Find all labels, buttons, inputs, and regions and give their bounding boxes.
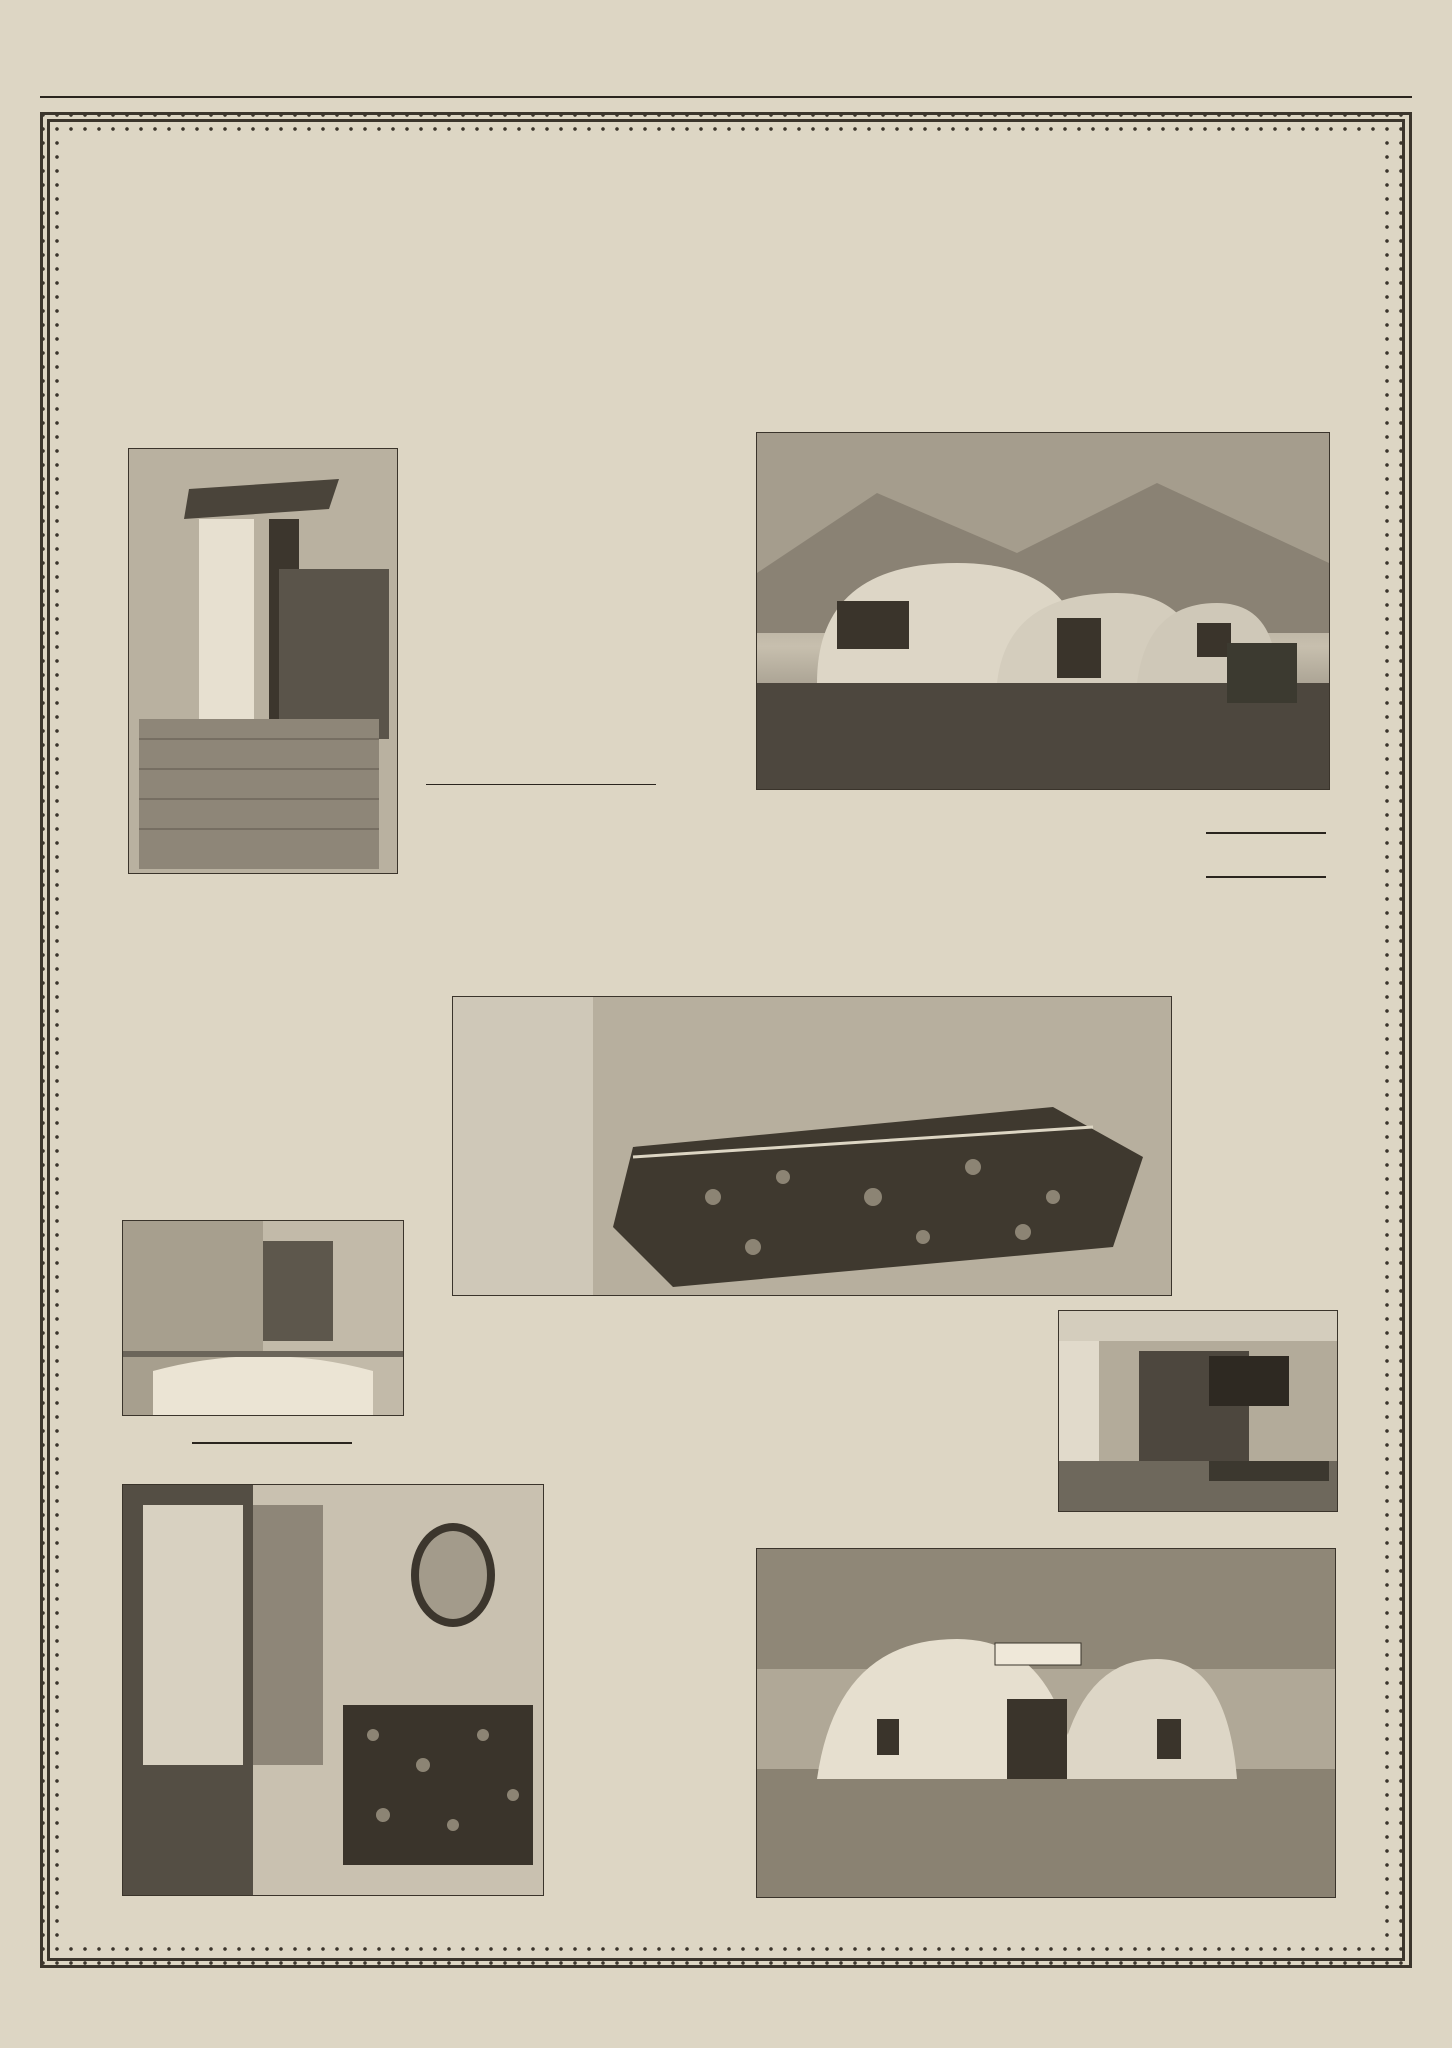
column-c6: [894, 822, 1044, 990]
photo-bathroom: [122, 1220, 404, 1416]
photo-interior: [122, 1484, 544, 1896]
photo-bedroom: [452, 996, 1172, 1296]
heading-quake-sub: [576, 944, 736, 984]
photo-dome-house: [756, 432, 1330, 790]
header-rule: [40, 96, 1412, 98]
photo-porch: [1058, 1310, 1338, 1512]
column-said: [1206, 884, 1326, 1304]
column-c7: [1058, 822, 1208, 990]
photo-dome-exterior: [756, 1548, 1336, 1898]
column-m1: [412, 1330, 542, 1460]
column-m5: [576, 1470, 746, 1890]
column-c5: [742, 822, 882, 990]
column-m4: [844, 1330, 994, 1560]
column-c3: [426, 428, 656, 730]
photo-kitchen: [128, 448, 398, 874]
column-m2: [556, 1330, 686, 1460]
